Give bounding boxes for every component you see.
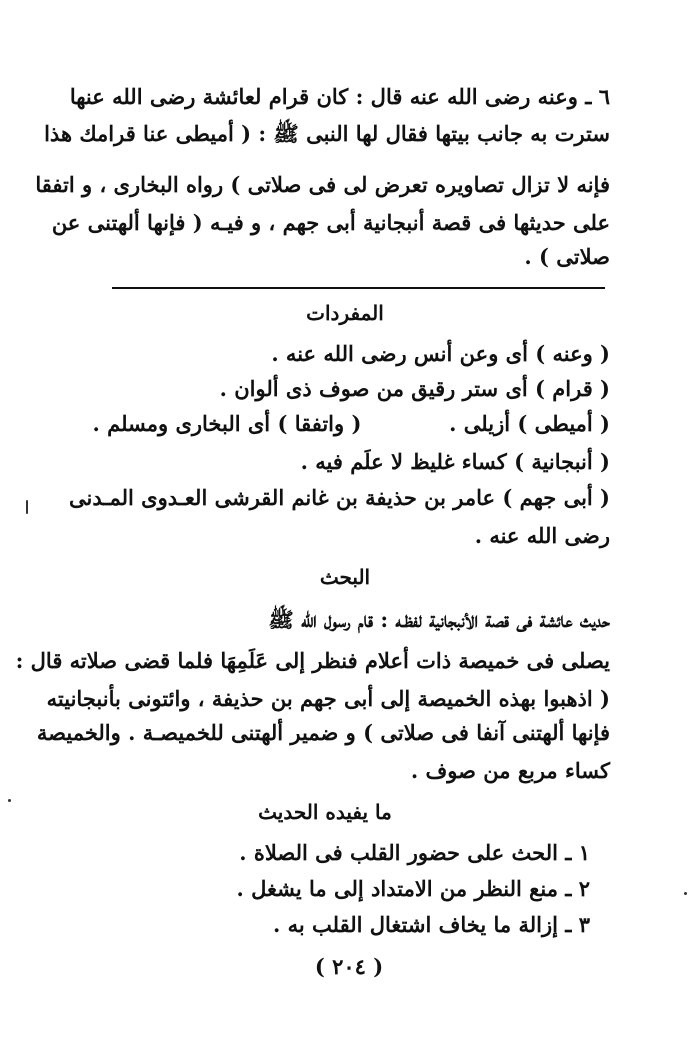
scan-speck bbox=[26, 500, 28, 514]
research-line: يصلى فى خميصة ذات أعلام فنظر إلى عَلَمِهَا فلما قضى صلاته قال : bbox=[15, 648, 610, 673]
hadith-line: على حديثها فى قصة أنبجانية أبى جهم ، و فيـه ( فإنها ألهتنى عن bbox=[51, 210, 610, 235]
section-heading: البحث bbox=[319, 565, 371, 589]
benefit-item: ٣ ـ إزالة ما يخاف اشتغال القلب به . bbox=[272, 912, 590, 937]
section-heading: المفردات bbox=[306, 301, 384, 325]
vocab-entry: رضى الله عنه . bbox=[474, 523, 610, 548]
scan-speck bbox=[684, 892, 687, 895]
benefit-item: ٢ ـ منع النظر من الامتداد إلى ما يشغل . bbox=[236, 876, 590, 901]
hadith-line: صلاتى ) . bbox=[524, 244, 610, 269]
hadith-line: فإنه لا تزال تصاويره تعرض لى فى صلاتى ) رواه البخارى ، و اتفقا bbox=[35, 172, 610, 197]
vocab-entry: ( أبى جهم ) عامر بن حذيفة بن غانم القرشى العـدوى المـدنى bbox=[68, 485, 610, 510]
vocab-entry: ( قرام ) أى ستر رقيق من صوف ذى ألوان . bbox=[219, 376, 610, 401]
hadith-line: ٦ ـ وعنه رضى الله عنه قال : كان قرام لعائشة رضى الله عنها bbox=[69, 84, 610, 109]
page-number: ( ٢٠٤ ) bbox=[314, 954, 384, 979]
scan-speck bbox=[8, 799, 11, 802]
research-line: فإنها ألهتنى آنفا فى صلاتى ) و ضمير ألهتنى للخميصـة . والخميصة bbox=[36, 720, 610, 745]
research-line: حديث عائشة فى قصة الأنبجانية لفظـه : قام رسول الله ﷺ bbox=[268, 607, 610, 632]
section-divider bbox=[112, 287, 605, 289]
research-line: ( اذهبوا بهذه الخميصة إلى أبى جهم بن حذيفة ، وائتونى بأنبجانيته bbox=[46, 686, 610, 711]
hadith-line: سترت به جانب بيتها فقال لها النبى ﷺ : ( أميطى عنا قرامك هذا bbox=[44, 121, 610, 146]
benefit-item: ١ ـ الحث على حضور القلب فى الصلاة . bbox=[239, 840, 590, 865]
research-line: كساء مربع من صوف . bbox=[410, 758, 610, 783]
section-heading: ما يفيده الحديث bbox=[258, 800, 392, 824]
vocab-entry: ( أنبجانية ) كساء غليظ لا علَم فيه . bbox=[300, 449, 610, 474]
vocab-entry: ( أميطى ) أزيلى . ( واتفقا ) أى البخارى ومسلم . bbox=[92, 411, 610, 436]
vocab-entry: ( وعنه ) أى وعن أنس رضى الله عنه . bbox=[271, 341, 610, 366]
